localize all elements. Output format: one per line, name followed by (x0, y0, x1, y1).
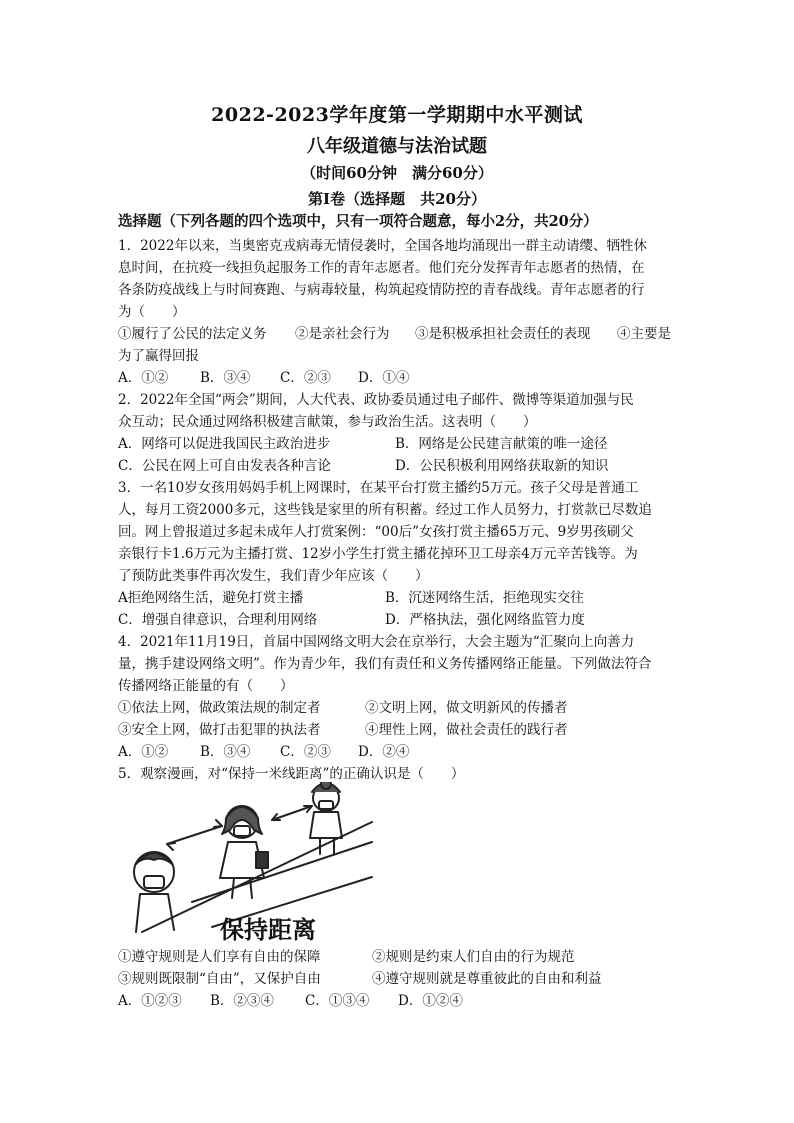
distance-arrow (167, 826, 222, 844)
q3-option-d: D．严格执法，强化网络监管力度 (385, 612, 585, 628)
section-heading: 选择题（下列各题的四个选项中，只有一项符合题意，每小2分，共20分） (118, 213, 598, 230)
q1-option-d: D．①④ (358, 370, 410, 386)
q5-option-a: A．①②③ (118, 993, 182, 1009)
q5-line: 5．观察漫画，对“保持一米线距离”的正确认识是（ ） (118, 766, 465, 782)
q4-option-a: A．①② (118, 744, 169, 760)
q1-statement: ③是积极承担社会责任的表现 (415, 326, 591, 342)
time-info: （时间60分钟 满分60分） (301, 164, 493, 182)
q4-statement: ①依法上网，做政策法规的制定者 (118, 700, 321, 716)
q4-statement: ④理性上网，做社会责任的践行者 (365, 722, 568, 738)
q4-line: 4．2021年11月19日，首届中国网络文明大会在京举行，大会主题为“汇聚向上向善力 (118, 634, 635, 650)
exam-title: 2022-2023学年度第一学期期中水平测试 (211, 104, 583, 126)
q4-line: 传播网络正能量的有（ ） (118, 678, 294, 694)
q5-option-c: C．①③④ (305, 993, 370, 1009)
q2-line: 众互动；民众通过网络积极建言献策，参与政治生活。这表明（ ） (118, 414, 537, 430)
q1-option-c: C．②③ (280, 370, 331, 386)
q4-statement: ③安全上网，做打击犯罪的执法者 (118, 722, 321, 738)
q1-statement-cont: 为了赢得回报 (118, 348, 199, 364)
q5-statement: ④遵守规则就是尊重彼此的自由和利益 (372, 971, 602, 987)
q4-statement: ②文明上网，做文明新风的传播者 (365, 700, 568, 716)
q1-statement: ②是亲社会行为 (295, 326, 390, 342)
q3-option-b: B．沉迷网络生活，拒绝现实交往 (385, 590, 584, 606)
q3-line: 了预防此类事件再次发生，我们青少年应该（ ） (118, 568, 429, 584)
q4-line: 量，携手建设网络文明”。作为青少年，我们有责任和义务传播网络正能量。下列做法符合 (118, 656, 652, 672)
q5-option-b: B．②③④ (210, 993, 274, 1009)
q1-statement: ④主要是 (617, 326, 671, 342)
exam-subtitle: 八年级道德与法治试题 (307, 136, 487, 157)
distance-cartoon (122, 782, 377, 942)
q3-line: 人，每月工资2000多元，这些钱是家里的所有积蓄。经过工作人员努力，打赏款已尽数追 (118, 502, 652, 518)
q2-option-c: C．公民在网上可自由发表各种言论 (118, 458, 331, 474)
q1-statement: ①履行了公民的法定义务 (118, 326, 267, 342)
cartoon-caption: 保持距离 (220, 916, 316, 942)
q4-option-c: C．②③ (280, 744, 331, 760)
q5-option-d: D．①②④ (398, 993, 463, 1009)
q1-line: 各条防疫战线上与时间赛跑、与病毒较量，构筑起疫情防控的青春战线。青年志愿者的行 (118, 282, 645, 298)
q3-line: 亲银行卡1.6万元为主播打赏、12岁小学生打赏主播花掉环卫工母亲4万元辛苦钱等。为 (118, 546, 638, 562)
q3-line: 3．一名10岁女孩用妈妈手机上网课时，在某平台打赏主播约5万元。孩子父母是普通工 (118, 480, 639, 496)
q2-line: 2．2022年全国“两会”期间，人大代表、政协委员通过电子邮件、微博等渠道加强与民 (118, 392, 634, 408)
q4-option-b: B．③④ (200, 744, 251, 760)
q1-option-a: A．①② (118, 370, 169, 386)
ground-line (192, 842, 372, 902)
q5-statement: ①遵守规则是人们享有自由的保障 (118, 949, 321, 965)
part-heading: 第Ⅰ卷（选择题 共20分） (308, 190, 486, 208)
distance-arrow (272, 806, 312, 820)
q4-option-d: D．②④ (358, 744, 410, 760)
q5-statement: ②规则是约束人们自由的行为规范 (372, 949, 575, 965)
q2-option-a: A．网络可以促进我国民主政治进步 (118, 436, 331, 452)
q1-line: 1．2022年以来，当奥密克戎病毒无情侵袭时，全国各地均涌现出一群主动请缨、牺牲休 (118, 238, 647, 254)
q3-option-a: A拒绝网络生活，避免打赏主播 (118, 590, 304, 606)
q5-statement: ③规则既限制“自由”，又保护自由 (118, 971, 321, 987)
q3-line: 回。网上曾报道过多起未成年人打赏案例：“00后”女孩打赏主播65万元、9岁男孩刷父 (118, 524, 634, 540)
q1-option-b: B．③④ (200, 370, 251, 386)
q1-line: 息时间，在抗疫一线担负起服务工作的青年志愿者。他们充分发挥青年志愿者的热情，在 (118, 260, 645, 276)
q1-line: 为（ ） (118, 304, 186, 320)
q2-option-d: D．公民积极利用网络获取新的知识 (395, 458, 609, 474)
q3-option-c: C．增强自律意识，合理利用网络 (118, 612, 318, 628)
q2-option-b: B．网络是公民建言献策的唯一途径 (395, 436, 608, 452)
